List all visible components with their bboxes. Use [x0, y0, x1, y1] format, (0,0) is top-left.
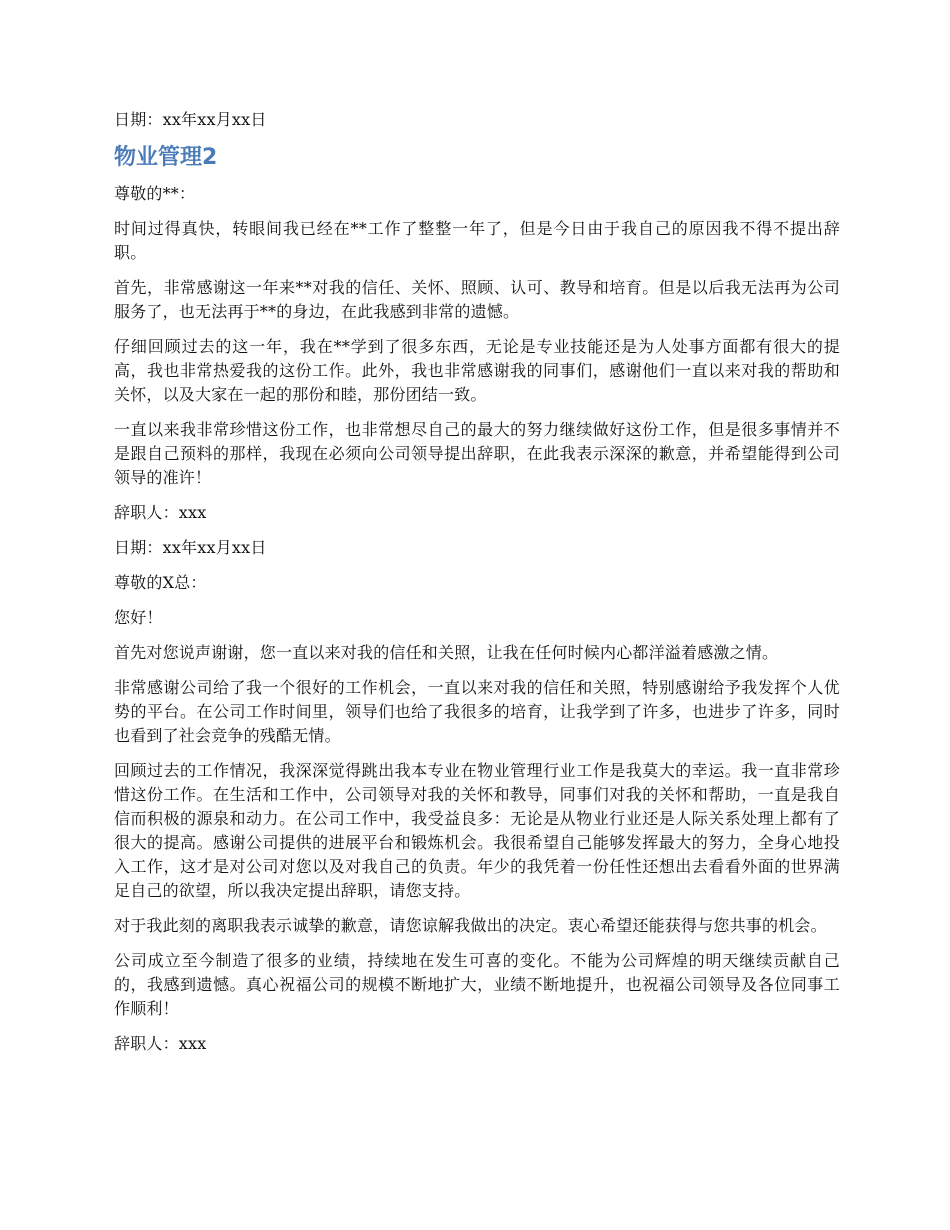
greeting: 您好！: [114, 608, 163, 627]
paragraph: 对于我此刻的离职我表示诚挚的歉意，请您谅解我做出的决定。衷心希望还能获得与您共事的机会。: [114, 916, 827, 935]
paragraph: 一直以来我非常珍惜这份工作，也非常想尽自己的最大的努力继续做好这份工作，但是很多事情并不是跟自己预料的那样，我现在必须向公司领导提出辞职，在此我表示深深的歉意，并希望能得到公司领导的准许！: [114, 420, 840, 487]
salutation: 尊敬的**：: [114, 184, 196, 203]
date-line: 日期：xx年xx月xx日: [114, 110, 267, 129]
paragraph: 非常感谢公司给了我一个很好的工作机会，一直以来对我的信任和关照，特别感谢给予我发挥个人优势的平台。在公司工作时间里，领导们也给了我很多的培育，让我学到了许多，也进步了许多，同时也看到了社会竞争的残酷无情。: [114, 678, 840, 745]
section-heading: 物业管理2: [114, 145, 218, 170]
paragraph: 公司成立至今制造了很多的业绩，持续地在发生可喜的变化。不能为公司辉煌的明天继续贡献自己的，我感到遗憾。真心祝福公司的规模不断地扩大，业绩不断地提升，也祝福公司领导及各位同事工作顺利！: [114, 951, 840, 1018]
signature-line: 辞职人：xxx: [114, 503, 207, 522]
signature-line: 辞职人：xxx: [114, 1034, 207, 1053]
paragraph: 仔细回顾过去的这一年，我在**学到了很多东西，无论是专业技能还是为人处事方面都有很大的提高，我也非常热爱我的这份工作。此外，我也非常感谢我的同事们，感谢他们一直以来对我的帮助和关怀，以及大家在一起的那份和睦，那份团结一致。: [114, 337, 840, 404]
salutation: 尊敬的X总：: [114, 573, 207, 592]
date-line: 日期：xx年xx月xx日: [114, 538, 267, 557]
paragraph: 首先对您说声谢谢，您一直以来对我的信任和关照，让我在任何时候内心都洋溢着感激之情。: [114, 643, 779, 662]
paragraph: 时间过得真快，转眼间我已经在**工作了整整一年了，但是今日由于我自己的原因我不得不提出辞职。: [114, 219, 840, 262]
paragraph: 首先，非常感谢这一年来**对我的信任、关怀、照顾、认可、教导和培育。但是以后我无法再为公司服务了，也无法再于**的身边，在此我感到非常的遗憾。: [114, 278, 840, 321]
document-page: [114, 108, 840, 1067]
paragraph: 回顾过去的工作情况，我深深觉得跳出我本专业在物业管理行业工作是我莫大的幸运。我一直非常珍惜这份工作。在生活和工作中，公司领导对我的关怀和教导，同事们对我的关怀和帮助，一直是我自信而积极的源泉和动力。在公司工作中，我受益良多：无论是从物业行业还是人际关系处理上都有了很大的提高。感谢公司提供的进展平台和锻炼机会。我很希望自己能够发挥最大的努力，全身心地投入工作，这才是对公司对您以及对我自己的负责。年少的我凭着一份任性还想出去看看外面的世界满足自己的欲望，所以我决定提出辞职，请您支持。: [114, 761, 840, 900]
